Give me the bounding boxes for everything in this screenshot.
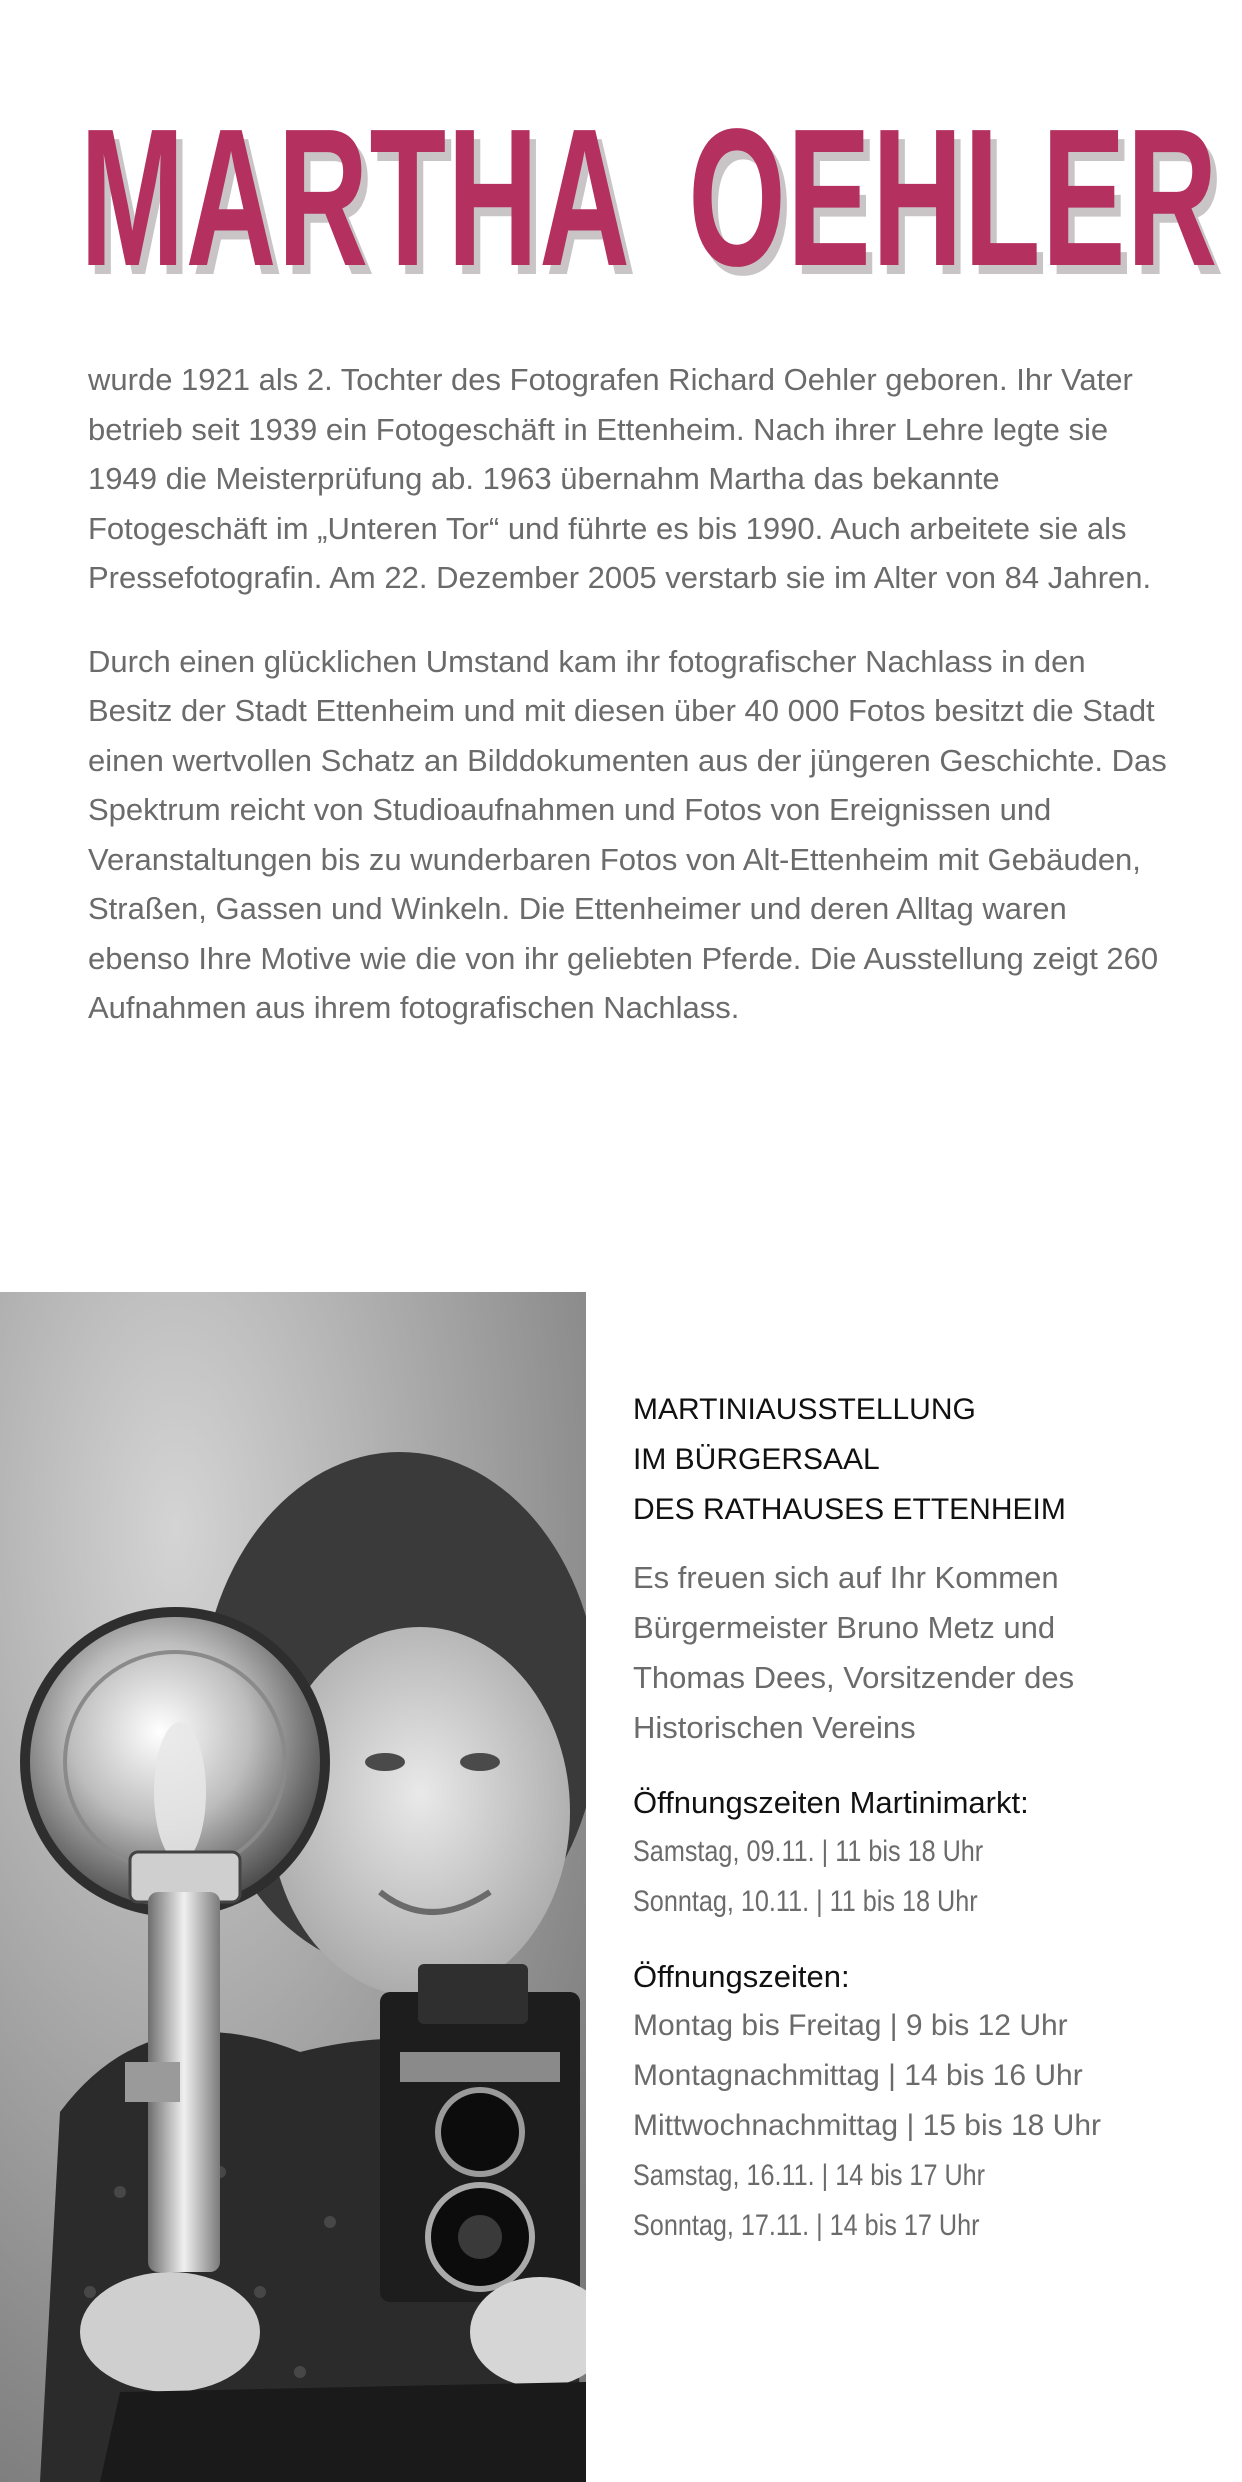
regular-hours-title: Öffnungszeiten:: [633, 1959, 850, 1994]
hours-line: Samstag, 09.11. | 11 bis 18 Uhr: [633, 1835, 984, 1868]
hours-line: Sonntag, 10.11. | 11 bis 18 Uhr: [633, 1885, 978, 1918]
greeting: [633, 1553, 1213, 1753]
bio-paragraph-1: wurde 1921 als 2. Tochter des Fotografen Richard Oehler geboren. Ihr Vater betrieb seit 1939 ein Fotogeschäft in Ettenheim. Nach ihrer Lehre legte sie 1949 die Meisterprüfung ab. 1963 übernahm Martha das bekannte Fotogeschäft im „Unteren Tor“ und führte es bis 1990. Auch arbeitete sie als Pressefotografin. Am 22. Dezember 2005 verstarb sie im Alter von 84 Jahren.: [88, 362, 1152, 595]
hours-line: Sonntag, 17.11. | 14 bis 17 Uhr: [633, 2209, 980, 2242]
hours-line: Montag bis Freitag | 9 bis 12 Uhr: [633, 2009, 1068, 2042]
heading-line: MARTINIAUSSTELLUNG: [633, 1393, 976, 1426]
greeting-line: Historischen Vereins: [633, 1710, 916, 1745]
martinimarkt-hours-title: Öffnungszeiten Martinimarkt:: [633, 1785, 1029, 1820]
heading-line: IM BÜRGERSAAL: [633, 1443, 880, 1476]
hours-line: Samstag, 16.11. | 14 bis 17 Uhr: [633, 2159, 986, 2192]
page-title: MARTHA OEHLER: [80, 88, 1219, 307]
exhibition-heading: [633, 1385, 1213, 1535]
hours-line: Mittwochnachmittag | 15 bis 18 Uhr: [633, 2109, 1102, 2142]
greeting-line: Es freuen sich auf Ihr Kommen: [633, 1560, 1059, 1595]
heading-line: DES RATHAUSES ETTENHEIM: [633, 1493, 1066, 1526]
title-block: [80, 88, 1219, 307]
exhibition-info: [633, 1385, 1213, 2251]
portrait-photo: [0, 1292, 586, 2482]
greeting-line: Bürgermeister Bruno Metz und: [633, 1610, 1056, 1645]
hours-line: Montagnachmittag | 14 bis 16 Uhr: [633, 2059, 1083, 2092]
bio-paragraph-2: Durch einen glücklichen Umstand kam ihr fotografischer Nachlass in den Besitz der Stadt Ettenheim und mit diesen über 40 000 Fotos besitzt die Stadt einen wertvollen Schatz an Bilddokumenten aus der jüngeren Geschichte. Das Spektrum reicht von Studioaufnahmen und Fotos von Ereignissen und Veranstaltungen bis zu wunderbaren Fotos von Alt-Ettenheim mit Gebäuden, Straßen, Gassen und Winkeln. Die Ettenheimer und deren Alltag waren ebenso Ihre Motive wie die von ihr geliebten Pferde. Die Ausstellung zeigt 260 Aufnahmen aus ihrem fotografischen Nachlass.: [88, 643, 1167, 1025]
greeting-line: Thomas Dees, Vorsitzender des: [633, 1660, 1075, 1695]
biography: [88, 355, 1168, 1067]
